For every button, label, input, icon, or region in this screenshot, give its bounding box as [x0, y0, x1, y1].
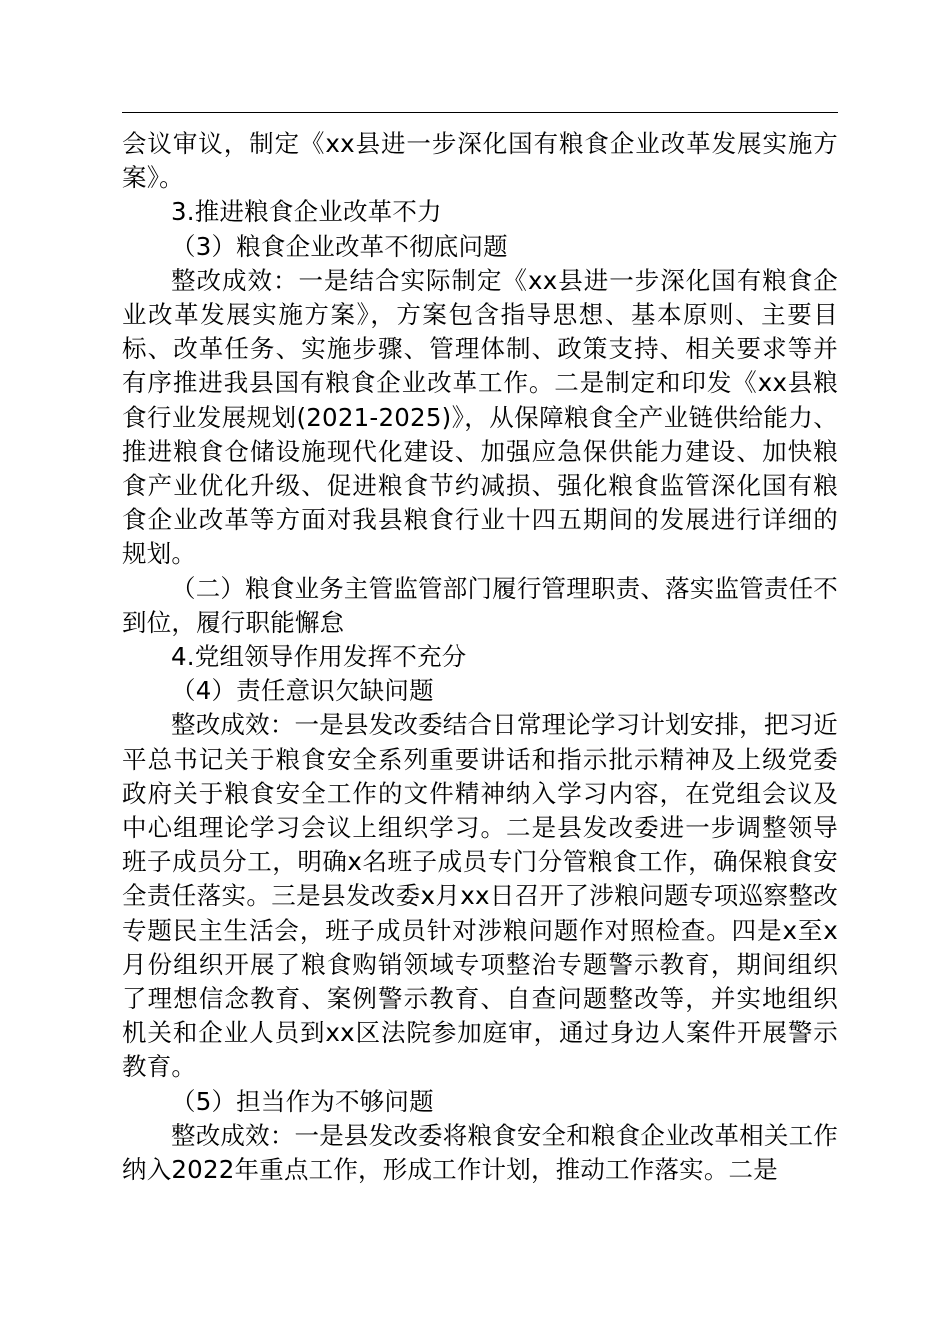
section-heading-4: 4.党组领导作用发挥不充分	[171, 642, 467, 672]
subsection-heading-3: （3）粮食企业改革不彻底问题	[171, 231, 508, 261]
paragraph-rectification-4: 整改成效：一是县发改委结合日常理论学习计划安排，把习近平总书记关于粮食安全系列重要讲话和指示批示精神及上级党委政府关于粮食安全工作的文件精神纳入学习内容，在党组会议及中心组理论学习会议上组织学习。二是县发改委进一步调整领导班子成员分工，明确x名班子成员专门分管粮食工作，确保粮食安全责任落实。三是县发改委x月xx日召开了涉粮问题专项巡察整改专题民主生活会，班子成员针对涉粮问题作对照检查。四是x至x月份组织开展了粮食购销领域专项整治专题警示教育，期间组织了理想信念教育、案例警示教育、自查问题整改等，并实地组织机关和企业人员到xx区法院参加庭审，通过身边人案件开展警示教育。	[122, 710, 838, 1082]
document-body	[122, 127, 838, 1187]
section-heading-part-2: （二）粮食业务主管监管部门履行管理职责、落实监管责任不到位，履行职能懈怠	[122, 573, 838, 637]
paragraph-rectification-3: 整改成效：一是结合实际制定《xx县进一步深化国有粮食企业改革发展实施方案》，方案包含指导思想、基本原则、主要目标、改革任务、实施步骤、管理体制、政策支持、相关要求等并有序推进我县国有粮食企业改革工作。二是制定和印发《xx县粮食行业发展规划(2021-2025)》，从保障粮食全产业链供给能力、推进粮食仓储设施现代化建设、加强应急保供能力建设、加快粮食产业优化升级、促进粮食节约减损、强化粮食监管深化国有粮食企业改革等方面对我县粮食行业十四五期间的发展进行详细的规划。	[122, 265, 838, 569]
paragraph-continuation: 会议审议，制定《xx县进一步深化国有粮食企业改革发展实施方案》。	[122, 129, 838, 193]
subsection-heading-5: （5）担当作为不够问题	[171, 1086, 434, 1116]
subsection-heading-4: （4）责任意识欠缺问题	[171, 676, 434, 706]
paragraph-rectification-5: 整改成效：一是县发改委将粮食安全和粮食企业改革相关工作纳入2022年重点工作，形成工作计划，推动工作落实。二是	[122, 1120, 838, 1185]
section-heading-3: 3.推进粮食企业改革不力	[171, 197, 442, 227]
header-rule	[122, 112, 838, 113]
